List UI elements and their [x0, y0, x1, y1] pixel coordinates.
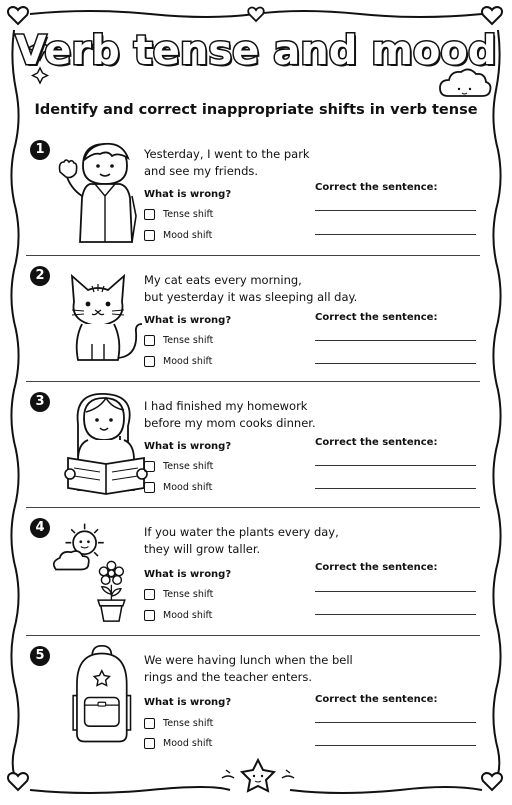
question-3 [26, 388, 486, 503]
mood-shift-option[interactable] [144, 230, 212, 241]
reading-girl-icon [48, 388, 148, 498]
tense-shift-checkbox[interactable] [144, 718, 155, 729]
correct-sentence-label: Correct the sentence: [315, 694, 438, 705]
question-4 [26, 514, 486, 629]
tense-shift-option[interactable] [144, 209, 213, 220]
what-is-wrong-label: What is wrong? [144, 441, 232, 452]
tense-shift-label: Tense shift [163, 589, 214, 600]
tense-shift-label: Tense shift [163, 718, 214, 729]
mood-shift-option[interactable] [144, 738, 212, 749]
heart-icon [482, 773, 502, 790]
section-divider [26, 507, 480, 508]
tense-shift-label: Tense shift [163, 461, 214, 472]
backpack-icon [48, 642, 148, 752]
tense-shift-checkbox[interactable] [144, 589, 155, 600]
correct-sentence-label: Correct the sentence: [315, 562, 438, 573]
question-sentence [144, 272, 364, 306]
waving-boy-icon [48, 136, 148, 246]
question-number: 4 [30, 518, 50, 538]
what-is-wrong-label: What is wrong? [144, 189, 232, 200]
sun-flower-icon [48, 514, 148, 624]
question-sentence [144, 398, 364, 432]
answer-line[interactable] [315, 745, 476, 746]
section-divider [26, 255, 480, 256]
mood-shift-checkbox[interactable] [144, 610, 155, 621]
mood-shift-checkbox[interactable] [144, 356, 155, 367]
cat-icon [48, 262, 148, 372]
question-sentence [144, 524, 364, 558]
answer-line[interactable] [315, 340, 476, 341]
mood-shift-checkbox[interactable] [144, 738, 155, 749]
question-sentence [144, 652, 364, 686]
heart-icon [8, 773, 28, 790]
correct-sentence-label: Correct the sentence: [315, 182, 438, 193]
question-number: 2 [30, 266, 50, 286]
answer-line[interactable] [315, 234, 476, 235]
heart-icon [482, 7, 502, 24]
correct-sentence-label: Correct the sentence: [315, 312, 438, 323]
section-divider [26, 381, 480, 382]
tense-shift-checkbox[interactable] [144, 461, 155, 472]
sentence-line-2: they will grow taller. [144, 542, 261, 556]
answer-line[interactable] [315, 591, 476, 592]
tense-shift-checkbox[interactable] [144, 209, 155, 220]
what-is-wrong-label: What is wrong? [144, 569, 232, 580]
correct-sentence-label: Correct the sentence: [315, 437, 438, 448]
answer-line[interactable] [315, 488, 476, 489]
sentence-line-2: but yesterday it was sleeping all day. [144, 290, 358, 304]
question-sentence [144, 146, 364, 180]
page-subtitle: Identify and correct inappropriate shifts in verb tense [34, 102, 478, 118]
tense-shift-label: Tense shift [163, 209, 214, 220]
mood-shift-label: Mood shift [163, 356, 213, 367]
answer-line[interactable] [315, 363, 476, 364]
tense-shift-option[interactable] [144, 461, 213, 472]
question-1 [26, 136, 486, 251]
what-is-wrong-label: What is wrong? [144, 697, 232, 708]
mood-shift-checkbox[interactable] [144, 230, 155, 241]
mood-shift-option[interactable] [144, 482, 212, 493]
star-icon [222, 760, 294, 791]
tense-shift-label: Tense shift [163, 335, 214, 346]
mood-shift-label: Mood shift [163, 230, 213, 241]
heart-icon [248, 7, 263, 21]
sentence-line-2: before my mom cooks dinner. [144, 416, 316, 430]
sentence-line-1: We were having lunch when the bell [144, 653, 353, 667]
section-divider [26, 635, 480, 636]
sentence-line-2: rings and the teacher enters. [144, 670, 313, 684]
tense-shift-checkbox[interactable] [144, 335, 155, 346]
question-number: 1 [30, 140, 50, 160]
mood-shift-label: Mood shift [163, 738, 213, 749]
mood-shift-option[interactable] [144, 610, 212, 621]
question-number: 3 [30, 392, 50, 412]
tense-shift-option[interactable] [144, 335, 213, 346]
what-is-wrong-label: What is wrong? [144, 315, 232, 326]
sentence-line-1: Yesterday, I went to the park [144, 147, 310, 161]
heart-icon [8, 7, 28, 24]
page-title: Verb tense and mood [15, 28, 497, 74]
question-number: 5 [30, 646, 50, 666]
mood-shift-label: Mood shift [163, 610, 213, 621]
sentence-line-1: My cat eats every morning, [144, 273, 302, 287]
answer-line[interactable] [315, 465, 476, 466]
sentence-line-1: If you water the plants every day, [144, 525, 339, 539]
tense-shift-option[interactable] [144, 718, 213, 729]
tense-shift-option[interactable] [144, 589, 213, 600]
sentence-line-2: and see my friends. [144, 164, 259, 178]
answer-line[interactable] [315, 210, 476, 211]
answer-line[interactable] [315, 722, 476, 723]
mood-shift-label: Mood shift [163, 482, 213, 493]
question-5 [26, 642, 486, 757]
question-2 [26, 262, 486, 377]
mood-shift-checkbox[interactable] [144, 482, 155, 493]
mood-shift-option[interactable] [144, 356, 212, 367]
sentence-line-1: I had finished my homework [144, 399, 308, 413]
answer-line[interactable] [315, 614, 476, 615]
